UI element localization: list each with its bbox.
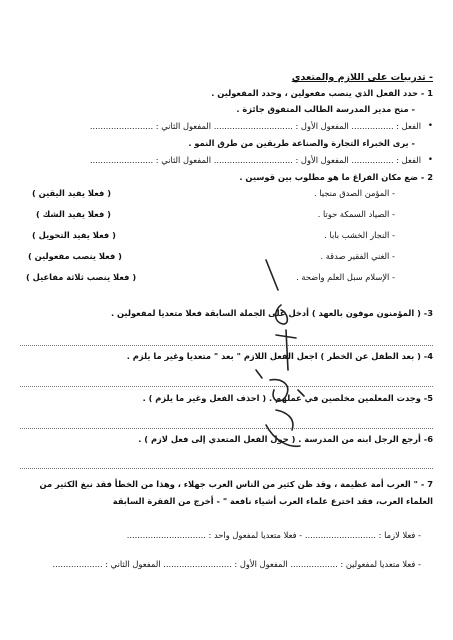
q2-hint-5: ( فعلا ينصب ثلاثة مفاعيل ) bbox=[26, 272, 137, 282]
q7-answer-1: - فعلا لازما : ........................... - فعلا متعديا لمفعول واحد : .............................. bbox=[126, 530, 421, 540]
q1-heading: 1 - حدد الفعل الذي ينصب مفعولين ، وحدد المفعولين . bbox=[211, 88, 433, 98]
q2-sentence-4: - الغني الفقير صدقة . bbox=[320, 251, 395, 261]
q5-text: 5- وجدت المعلمين مخلصين في عملهم . ( احذف الفعل وغير ما يلزم ) . bbox=[142, 393, 433, 403]
q1-answer-2: الفعل : ................ المفعول الأول : .............................. المفعول الثاني : ........................ bbox=[89, 155, 421, 165]
bullet-icon: • bbox=[427, 155, 433, 165]
q7-line-2: العلماء العرب، فقد اخترع علماء العرب أشياء نافعة " - أخرج من الفقرة السابقة bbox=[112, 496, 433, 506]
bullet-icon: • bbox=[427, 121, 433, 131]
q1-answer-1: الفعل : ................ المفعول الأول : .............................. المفعول الثاني : ........................ bbox=[89, 121, 421, 131]
q1-sentence-1: - منح مدير المدرسة الطالب المتفوق جائزة . bbox=[236, 104, 415, 114]
q2-sentence-3: - النجار الخشب بابا . bbox=[324, 230, 395, 240]
handwritten-signature bbox=[226, 250, 326, 460]
worksheet-title: - تدريبات على اللازم والمتعدي bbox=[291, 72, 433, 83]
q2-sentence-2: - الصياد السمكة حوتا . bbox=[317, 209, 395, 219]
q4-text: 4- ( بعد الطفل عن الخطر ) اجعل الفعل اللازم " بعد " متعديا وغير ما يلزم . bbox=[126, 351, 433, 361]
q1-sentence-2: - يرى الخبراء التجارة والصناعة طريقين من طرق النمو . bbox=[188, 138, 415, 148]
q2-hint-1: ( فعلا يفيد اليقين ) bbox=[32, 188, 111, 198]
q2-hint-4: ( فعلا ينصب مفعولين ) bbox=[28, 251, 122, 261]
q3-text: 3- ( المؤمنون موفون بالعهد ) أدخل على الجملة السابقة فعلا متعديا لمفعولين . bbox=[110, 308, 433, 318]
answer-line bbox=[20, 468, 433, 469]
q2-sentence-5: - الإسلام سبل العلم واضحة . bbox=[296, 272, 395, 282]
q2-hint-2: ( فعلا يفيد الشك ) bbox=[36, 209, 111, 219]
q7-line-1: 7 - " العرب أمة عظيمة ، وقد ظن كثير من الناس العرب جهلاء ، وهذا من الخطأ فقد نبغ الكثير من bbox=[39, 479, 433, 489]
q2-sentence-1: - المؤمن الصدق منجيا . bbox=[313, 188, 395, 198]
q6-text: 6- أرجع الرجل ابنه من المدرسة . ( حول الفعل المتعدي إلى فعل لازم ) . bbox=[138, 434, 433, 444]
q2-hint-3: ( فعلا يفيد التحويل ) bbox=[32, 230, 116, 240]
q2-heading: 2 - ضع مكان الفراغ ما هو مطلوب بين قوسين . bbox=[239, 172, 433, 182]
q7-answer-2: - فعلا متعديا لمفعولين : .................. المفعول الأول : .......................... المفعول الثاني : ................... bbox=[52, 559, 421, 569]
